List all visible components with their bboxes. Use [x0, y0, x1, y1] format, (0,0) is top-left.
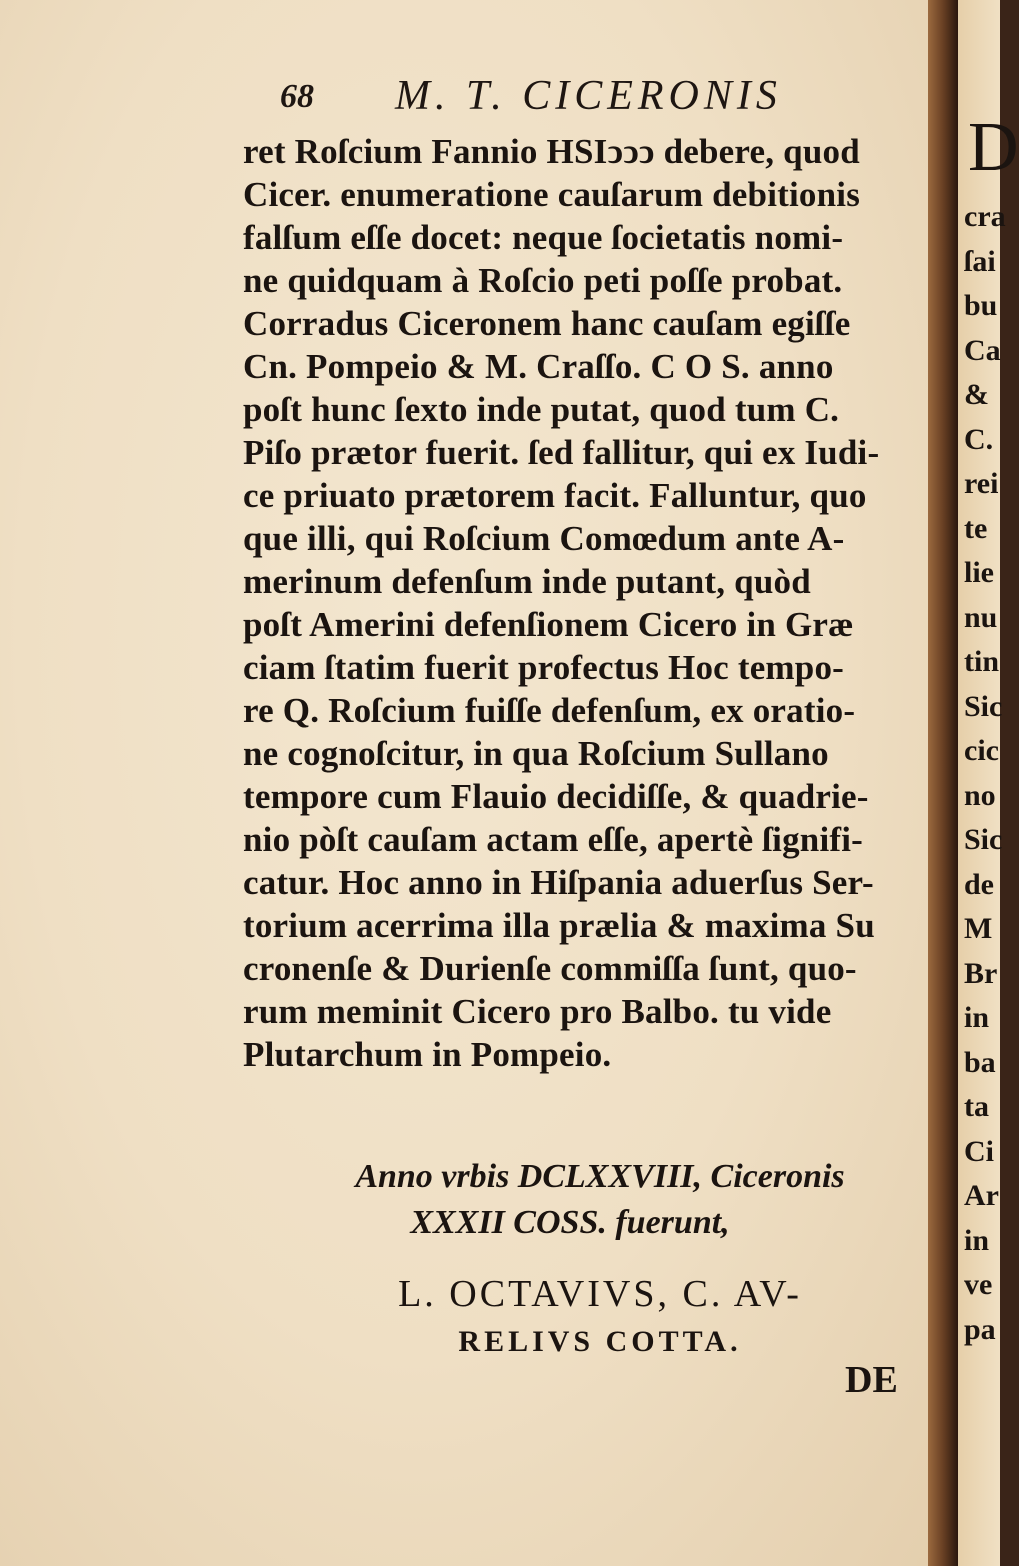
text-line: torium acerrima illa prælia & maxima Su [243, 906, 875, 945]
facing-page-fragment: M [964, 912, 993, 945]
text-line: ne quidquam à Roſcio peti poſſe probat. [243, 261, 843, 300]
text-line: ce priuato prætorem facit. Falluntur, quo [243, 476, 867, 515]
page-header [270, 72, 830, 122]
text-line: ne cognoſcitur, in qua Roſcium Sullano [243, 734, 829, 773]
facing-page-fragment: ba [964, 1045, 996, 1079]
text-line: tempore cum Flauio decidiſſe, & quadrie- [243, 777, 869, 816]
facing-page-fragment: in [964, 1001, 990, 1034]
facing-page-fragment: ſai [964, 244, 996, 278]
catchword: DE [845, 1359, 898, 1401]
text-line: falſum eſſe docet: neque ſocietatis nomi- [243, 218, 844, 257]
running-title: M. T. CICERONIS [395, 73, 782, 119]
text-line: re Q. Roſcium fuiſſe defenſum, ex oratio- [243, 691, 856, 730]
body-text [243, 130, 918, 1076]
text-line: Piſo prætor fuerit. ſed fallitur, qui ex Iudi- [243, 433, 880, 472]
facing-page-fragment: lie [964, 556, 994, 589]
text-line: rum meminit Cicero pro Balbo. tu vide [243, 992, 832, 1031]
facing-page-fragment: no [964, 778, 996, 812]
facing-page-fragment: de [964, 867, 994, 901]
facing-page-fragment: cra [964, 200, 1006, 233]
facing-page-fragment: in [964, 1223, 990, 1257]
facing-page-edge [958, 0, 1019, 1566]
facing-page-fragment: Ar [964, 1179, 999, 1212]
facing-page-fragment: Ci [964, 1134, 994, 1168]
text-line: poſt Amerini defenſionem Cicero in Græ [243, 605, 854, 644]
text-line: Corradus Ciceronem hanc cauſam egiſſe [243, 304, 851, 343]
facing-page-fragment: C. [964, 422, 994, 456]
text-line: merinum defenſum inde putant, quòd [243, 562, 811, 601]
text-line: que illi, qui Roſcium Comœdum ante A- [243, 519, 845, 558]
facing-page-fragment: ta [964, 1090, 989, 1123]
facing-page-fragment: Br [964, 956, 998, 990]
folio-number: 68 [280, 78, 314, 115]
facing-page-fragment: Ca [964, 333, 1001, 367]
text-line: cronenſe & Durienſe commiſſa ſunt, quo- [243, 949, 857, 988]
facing-page-initial: D [968, 109, 1019, 186]
facing-page-fragment: tin [964, 645, 1000, 678]
text-line: Cicer. enumeratione cauſarum debitionis [243, 175, 861, 214]
facing-page-fragment: Sic [964, 689, 1003, 723]
consuls-line1: L. OCTAVIVS, C. AV- [398, 1273, 802, 1315]
facing-page-fragment: ve [964, 1268, 993, 1301]
facing-page-fragment: te [964, 511, 988, 545]
text-line: Cn. Pompeio & M. Craſſo. C O S. anno [243, 347, 834, 386]
text-line: ret Roſcium Fannio HSIↄↄↄ debere, quod [243, 132, 860, 171]
text-line: catur. Hoc anno in Hiſpania aduerſus Ser- [243, 863, 874, 902]
facing-page-fragment: Sic [964, 823, 1003, 856]
book-gutter [928, 0, 958, 1566]
facing-page-fragment: cic [964, 734, 999, 767]
text-line: ciam ſtatim fuerit profectus Hoc tempo- [243, 648, 845, 687]
facing-page-fragment: rei [964, 467, 999, 500]
text-line: Plutarchum in Pompeio. [243, 1035, 612, 1074]
text-line: poſt hunc ſexto inde putat, quod tum C. [243, 390, 840, 429]
text-line: nio pòſt cauſam actam eſſe, apertè ſignifi- [243, 820, 864, 859]
facing-page-fragment: & [964, 378, 989, 411]
facing-page-fragment: nu [964, 600, 998, 634]
year-heading-line1: Anno vrbis DCLXXVIII, Ciceronis [355, 1158, 845, 1195]
facing-page-fragment: bu [964, 289, 998, 322]
consuls-line2: RELIVS COTTA. [458, 1325, 742, 1358]
year-heading-line2: XXXII COSS. fuerunt, [410, 1204, 730, 1241]
facing-page-fragment: pa [964, 1312, 996, 1346]
